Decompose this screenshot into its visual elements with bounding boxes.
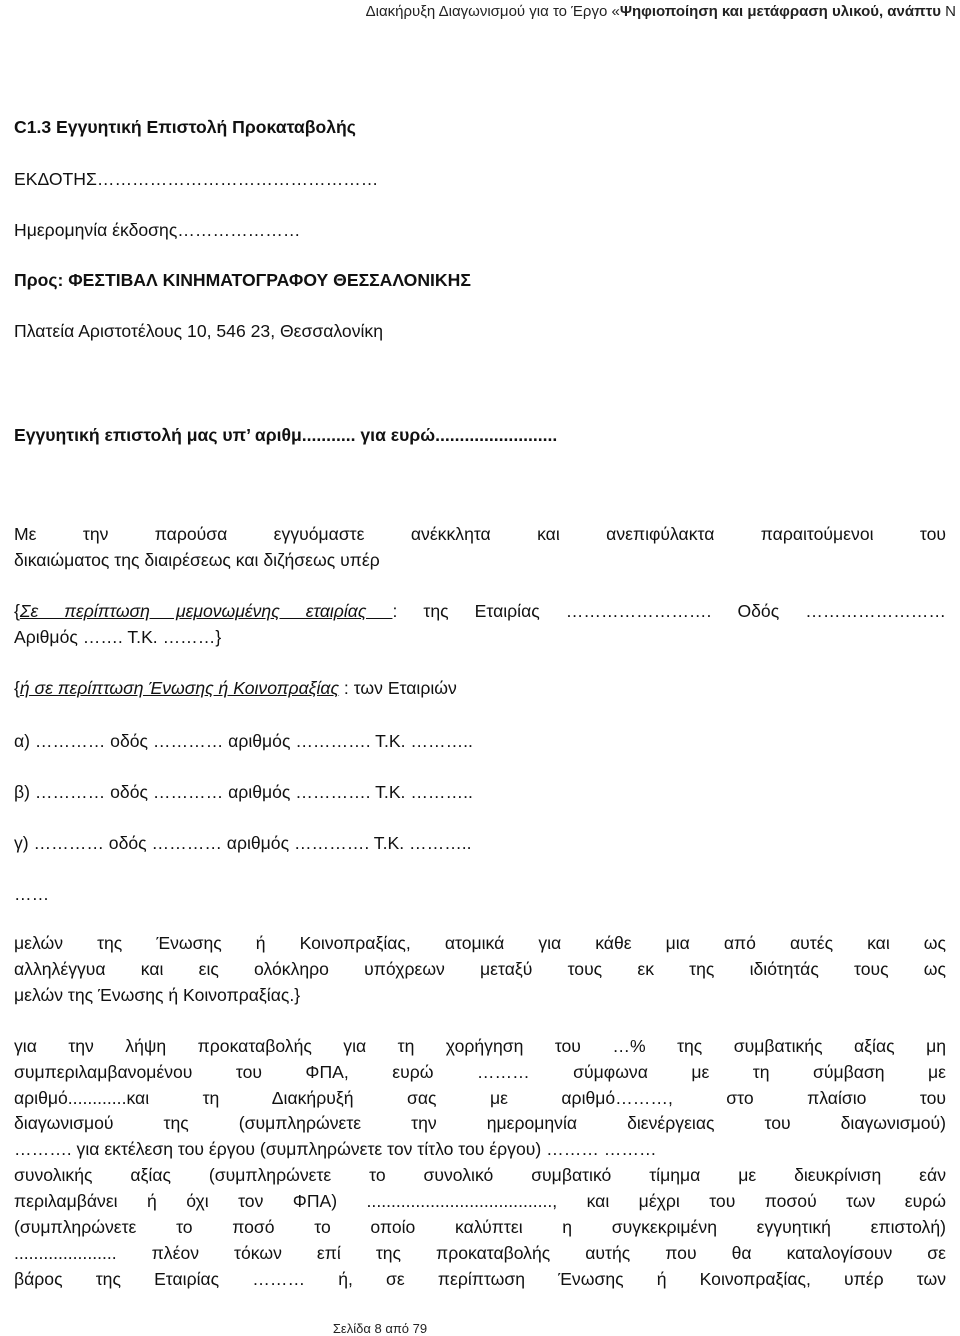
header-project-title: Ψηφιοποίηση και μετάφραση υλικού, ανάπτυ [619,3,941,20]
header-suffix: Ν [941,3,956,20]
issue-date-line: Ημερομηνία έκδοσης………………… [14,220,301,240]
advance-paragraph-line-4: διαγωνισμού της (συμπληρώνετε την ημερομηνία διενέργειας του διαγωνισμού) [14,1113,946,1133]
advance-paragraph-line-7: περιλαμβάνει ή όχι τον ΦΠΑ) ......................................, και μέχρι του ποσού των ευρώ [14,1191,946,1211]
members-line-2: αλληλέγγυα και εις ολόκληρο υπόχρεων μεταξύ τους εκ της ιδιότητάς τους ως [14,959,946,979]
advance-paragraph-line-8: (συμπληρώνετε το ποσό το οποίο καλύπτει η συγκεκριμένη εγγυητική επιστολή) [14,1217,946,1237]
guarantee-number-line: Εγγυητική επιστολή μας υπ’ αριθμ........... για ευρώ......................... [14,425,558,445]
page-number: Σελίδα 8 από 79 [332,1321,428,1336]
paragraph-guarantee-line-1: Με την παρούσα εγγυόμαστε ανέκκλητα και ανεπιφύλακτα παραιτούμενοι του [14,524,946,544]
single-company-label: Σε περίπτωση μεμονωμένης εταιρίας [19,601,393,621]
consortium-companies: : των Εταιριών [339,678,457,698]
recipient-line: Προς: ΦΕΣΤΙΒΑΛ ΚΙΝΗΜΑΤΟΓΡΑΦΟΥ ΘΕΣΣΑΛΟΝΙΚΗΣ [14,270,471,290]
single-company-line-1 [14,599,946,624]
brace-open: { [14,601,20,621]
page-header [200,3,956,20]
member-b: β) ………… οδός ………… αριθμός …………. Τ.Κ. ……….. [14,782,473,802]
member-ellipsis: …… [14,884,50,904]
advance-paragraph-line-3: αριθμό............και τη Διακήρυξή σας με αριθμό………, στο πλαίσιο του [14,1088,946,1108]
advance-paragraph-line-9: ..................... πλέον τόκων επί της προκαταβολής αυτής που θα καταλογίσουν σε [14,1243,946,1263]
advance-paragraph-line-10: βάρος της Εταιρίας ……… ή, σε περίπτωση Ένωσης ή Κοινοπραξίας, υπέρ των [14,1269,946,1289]
recipient-address: Πλατεία Αριστοτέλους 10, 546 23, Θεσσαλονίκη [14,321,383,341]
advance-paragraph-line-5: ………. για εκτέλεση του έργου (συμπληρώνετε τον τίτλο του έργου) ……… ……… [14,1139,657,1159]
single-company-fields: : της Εταιρίας ……………………. Οδός …………………… [392,601,946,621]
members-line-3: μελών της Ένωσης ή Κοινοπραξίας.} [14,985,301,1005]
issuer-line: ΕΚΔΟΤΗΣ………………………………………… [14,169,379,189]
members-line-1: μελών της Ένωσης ή Κοινοπραξίας, ατομικά για κάθε μια από αυτές και ως [14,933,946,953]
paragraph-guarantee-line-2: δικαιώματος της διαιρέσεως και διζήσεως υπέρ [14,550,380,570]
advance-paragraph-line-2: συμπεριλαμβανομένου του ΦΠΑ, ευρώ ……… σύμφωνα με τη σύμβαση με [14,1062,946,1082]
header-prefix: Διακήρυξη Διαγωνισμού για το Έργο « [365,3,620,20]
advance-paragraph-line-1: για την λήψη προκαταβολής για τη χορήγηση του …% της συμβατικής αξίας μη [14,1036,946,1056]
advance-paragraph-line-6: συνολικής αξίας (συμπληρώνετε το συνολικό συμβατικό τίμημα με διευκρίνιση εάν [14,1165,946,1185]
member-a: α) ………… οδός ………… αριθμός …………. Τ.Κ. ……….. [14,731,473,751]
consortium-label: ή σε περίπτωση Ένωσης ή Κοινοπραξίας [19,678,340,698]
single-company-line-2: Αριθμός ……. Τ.Κ. ………} [14,627,222,647]
brace-open-2: { [14,678,20,698]
consortium-line [14,676,946,701]
section-title: C1.3 Εγγυητική Επιστολή Προκαταβολής [14,117,356,137]
member-c: γ) ………… οδός ………… αριθμός …………. Τ.Κ. ……….. [14,833,472,853]
